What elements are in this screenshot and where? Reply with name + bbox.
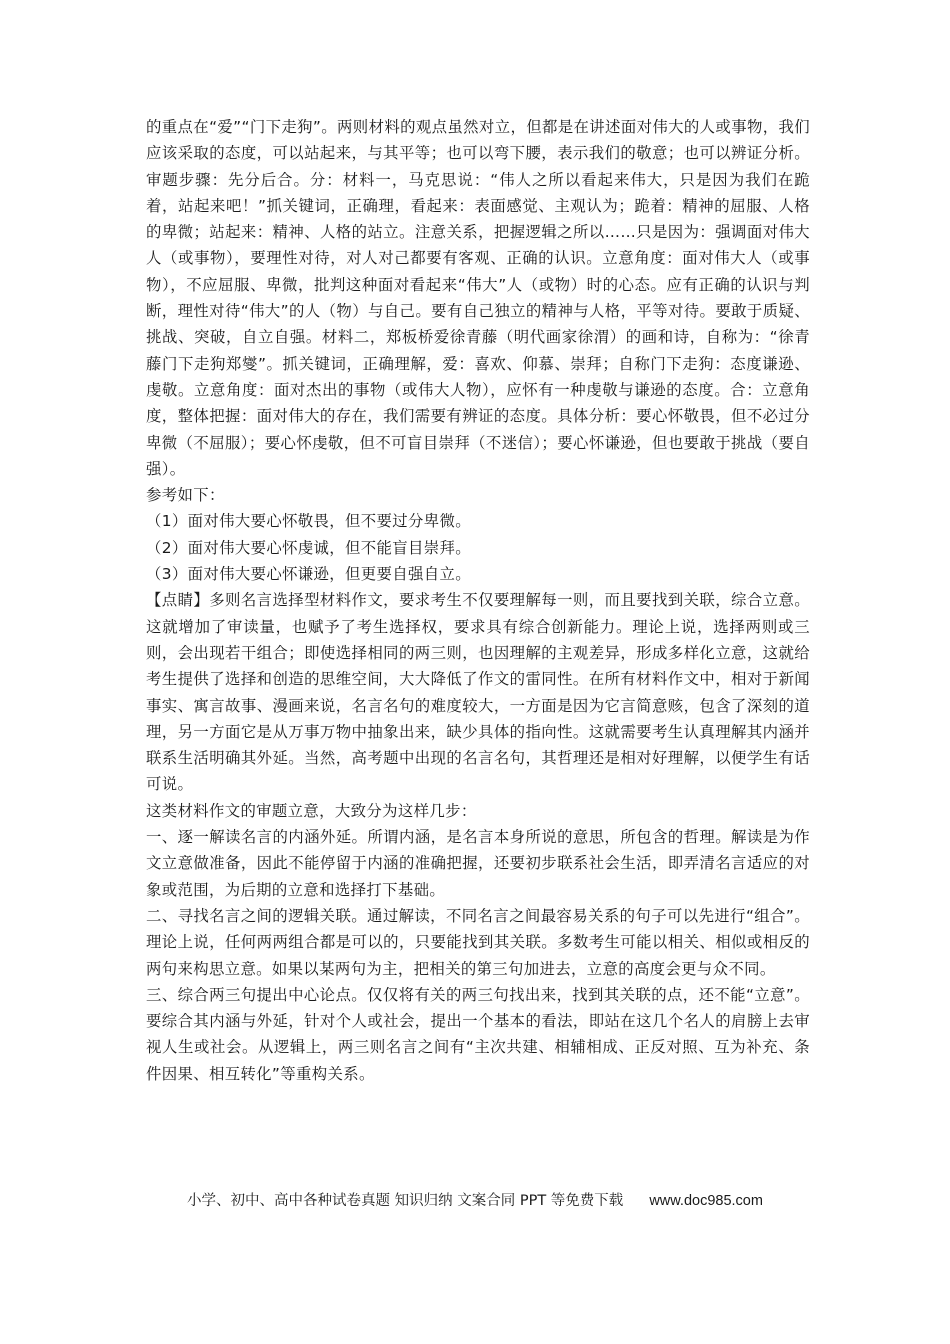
page-footer — [0, 1189, 950, 1210]
footer-site-link[interactable]: www.doc985.com — [649, 1193, 763, 1209]
commentary-paragraph: 【点睛】多则名言选择型材料作文，要求考生不仅要理解每一则，而且要找到关联，综合立意。这就增加了审读量，也赋予了考生选择权，要求具有综合创新能力。理论上说，选择两则或三则，会出现若干组合；即使选择相同的两三则，也因理解的主观差异，形成多样化立意，这就给考生提供了选择和创造的思维空间，大大降低了作文的雷同性。在所有材料作文中，相对于新闻事实、寓言故事、漫画来说，名言名句的难度较大，一方面是因为它言简意赅，包含了深刻的道理，另一方面它是从万事万物中抽象出来，缺少具体的指向性。这就需要考生认真理解其内涵并联系生活明确其外延。当然，高考题中出现的名言名句，其哲理还是相对好理解，以便学生有话可说。 — [146, 591, 810, 794]
step-1-paragraph: 一、逐一解读名言的内涵外延。所谓内涵，是名言本身所说的意思，所包含的哲理。解读是为作文立意做准备，因此不能停留于内涵的准确把握，还要初步联系社会生活，即弄清名言适应的对象或范围，为后期的立意和选择打下基础。 — [146, 828, 810, 899]
reference-heading: 参考如下： — [146, 486, 225, 505]
steps-intro: 这类材料作文的审题立意，大致分为这样几步： — [146, 801, 477, 820]
step-3-paragraph: 三、综合两三句提出中心论点。仅仅将有关的两三句找出来，找到其关联的点，还不能“立意”。要综合其内涵与外延，针对个人或社会，提出一个基本的看法，即站在这几个名人的肩膀上去审视人生或社会。从逻辑上，两三则名言之间有“主次共建、相辅相成、正反对照、互为补充、条件因果、相互转化”等重构关系。 — [146, 985, 810, 1083]
reference-item-3: （3）面对伟大要心怀谦逊，但更要自强自立。 — [146, 565, 471, 584]
reference-item-1: （1）面对伟大要心怀敬畏，但不要过分卑微。 — [146, 512, 471, 531]
footer-text: 小学、初中、高中各种试卷真题 知识归纳 文案合同 PPT 等免费下载 — [187, 1193, 624, 1209]
reference-item-2: （2）面对伟大要心怀虔诚，但不能盲目崇拜。 — [146, 538, 471, 557]
analysis-paragraph: 的重点在“爱”“门下走狗”。两则材料的观点虽然对立，但都是在讲述面对伟大的人或事物，我们应该采取的态度，可以站起来，与其平等；也可以弯下腰，表示我们的敬意；也可以辨证分析。审题步骤：先分后合。分：材料一，马克思说：“伟人之所以看起来伟大，只是因为我们在跪着，站起来吧！”抓关键词，正确理，看起来：表面感觉、主观认为；跪着：精神的屈服、人格的卑微；站起来：精神、人格的站立。注意关系，把握逻辑之所以……只是因为：强调面对伟大人（或事物），要理性对待，对人对己都要有客观、正确的认识。立意角度：面对伟大人（或事物），不应屈服、卑微，批判这种面对看起来“伟大”人（或物）时的心态。应有正确的认识与判断，理性对待“伟大”的人（物）与自己。要有自己独立的精神与人格，平等对待。要敢于质疑、挑战、突破，自立自强。材料二，郑板桥爱徐青藤（明代画家徐渭）的画和诗，自称为：“徐青藤门下走狗郑燮”。抓关键词，正确理解，爱：喜欢、仰慕、崇拜；自称门下走狗：态度谦逊、虔敬。立意角度：面对杰出的事物（或伟大人物），应怀有一种虔敬与谦逊的态度。合：立意角度，整体把握：面对伟大的存在，我们需要有辨证的态度。具体分析：要心怀敬畏，但不必过分卑微（不屈服）；要心怀虔敬，但不可盲目崇拜（不迷信）；要心怀谦逊，但也要敢于挑战（要自强）。 — [146, 118, 810, 478]
document-body — [146, 114, 810, 1087]
step-2-paragraph: 二、寻找名言之间的逻辑关联。通过解读，不同名言之间最容易关系的句子可以先进行“组合”。理论上说，任何两两组合都是可以的，只要能找到其关联。多数考生可能以相关、相似或相反的两句来构思立意。如果以某两句为主，把相关的第三句加进去，立意的高度会更与众不同。 — [146, 906, 810, 978]
